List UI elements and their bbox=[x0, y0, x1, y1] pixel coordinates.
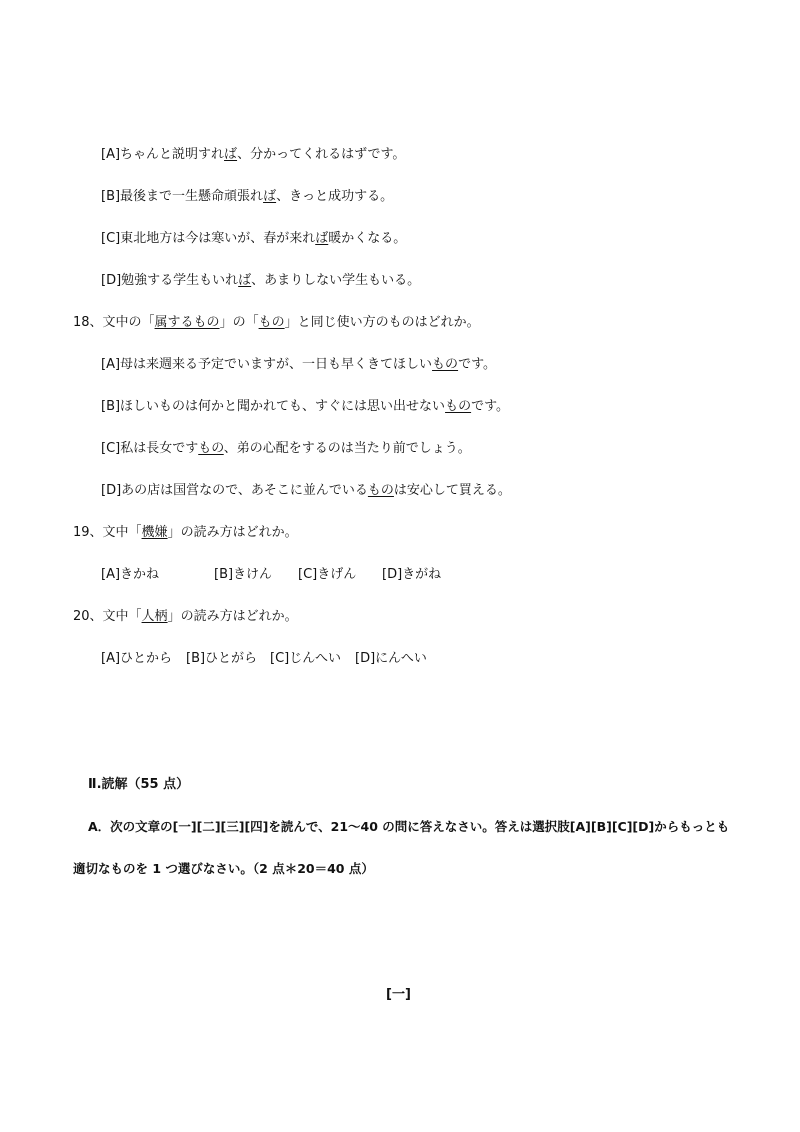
underlined-text: ば bbox=[315, 231, 329, 246]
q19-choice-d: [D]きがね bbox=[382, 567, 442, 582]
option-text: [D]あの店は国営なので、あそこに並んでいる bbox=[101, 483, 368, 498]
q18-option-a bbox=[101, 356, 496, 374]
option-text: [A]ちゃんと説明すれ bbox=[101, 147, 225, 162]
question-text: 」の読み方はどれか。 bbox=[167, 525, 298, 540]
q18-option-c bbox=[101, 440, 471, 458]
option-text: です。 bbox=[458, 357, 497, 372]
instructions-line-1: A．次の文章の[一][二][三][四]を読んで、21～40 の問に答えなさい。答えは選択肢[A][B][C][D]からもっとも bbox=[88, 819, 730, 834]
underlined-text: ば bbox=[224, 147, 238, 162]
q19-choice-a: [A]きかね bbox=[101, 567, 160, 582]
underlined-text: 人柄 bbox=[141, 609, 168, 624]
question-text: 」の「 bbox=[219, 315, 259, 330]
q17-option-a bbox=[101, 146, 405, 164]
question-text: 」の読み方はどれか。 bbox=[167, 609, 298, 624]
q20-choice-c: [C]じんへい bbox=[270, 651, 341, 666]
underlined-text: ば bbox=[263, 189, 277, 204]
underlined-text: もの bbox=[445, 399, 472, 414]
q17-option-b bbox=[101, 188, 393, 206]
option-text: [B]最後まで一生懸命頑張れ bbox=[101, 189, 264, 204]
q20-choices bbox=[0, 650, 800, 668]
question-text: 19、文中「 bbox=[73, 525, 142, 540]
section-heading: Ⅱ.読解（55 点） bbox=[88, 777, 190, 792]
option-text: です。 bbox=[471, 399, 510, 414]
option-text: [C]東北地方は今は寒いが、春が来れ bbox=[101, 231, 316, 246]
option-text: 、あまりしない学生もいる。 bbox=[251, 273, 421, 288]
option-text: 、きっと成功する。 bbox=[276, 189, 394, 204]
option-text: 、分かってくれるはずです。 bbox=[237, 147, 406, 162]
instructions-line-2: 適切なものを 1 つ選びなさい。（2 点＊20＝40 点） bbox=[73, 861, 374, 876]
underlined-text: 属するもの bbox=[154, 315, 220, 330]
question-text: 20、文中「 bbox=[73, 609, 142, 624]
question-18 bbox=[73, 314, 480, 332]
q17-option-d bbox=[101, 272, 420, 290]
option-text: [A]母は来週来る予定でいますが、一日も早くきてほしい bbox=[101, 357, 433, 372]
option-text: 、弟の心配をするのは当たり前でしょう。 bbox=[223, 441, 471, 456]
underlined-text: もの bbox=[198, 441, 224, 456]
option-text: [D]勉強する学生もいれ bbox=[101, 273, 239, 288]
question-text: 」と同じ使い方のものはどれか。 bbox=[284, 315, 480, 330]
q19-choice-c: [C]きげん bbox=[298, 567, 357, 582]
q18-option-d bbox=[101, 482, 511, 500]
underlined-text: もの bbox=[367, 483, 394, 498]
underlined-text: 機嫌 bbox=[141, 525, 168, 540]
q20-choice-a: [A]ひとから bbox=[101, 651, 173, 666]
option-text: は安心して買える。 bbox=[393, 483, 511, 498]
q19-choices bbox=[0, 566, 800, 584]
q20-choice-d: [D]にんへい bbox=[355, 651, 427, 666]
question-20 bbox=[73, 608, 298, 626]
question-19 bbox=[73, 524, 298, 542]
option-text: [C]私は長女です bbox=[101, 441, 199, 456]
q17-option-c bbox=[101, 230, 406, 248]
q18-option-b bbox=[101, 398, 509, 416]
option-text: 暖かくなる。 bbox=[328, 231, 407, 246]
underlined-text: もの bbox=[432, 357, 459, 372]
q20-choice-b: [B]ひとがら bbox=[186, 651, 258, 666]
passage-label: [一] bbox=[386, 987, 411, 1002]
q19-choice-b: [B]きけん bbox=[214, 567, 273, 582]
option-text: [B]ほしいものは何かと聞かれても、すぐには思い出せない bbox=[101, 399, 446, 414]
question-text: 18、文中の「 bbox=[73, 315, 155, 330]
underlined-text: もの bbox=[258, 315, 285, 330]
underlined-text: ば bbox=[238, 273, 252, 288]
